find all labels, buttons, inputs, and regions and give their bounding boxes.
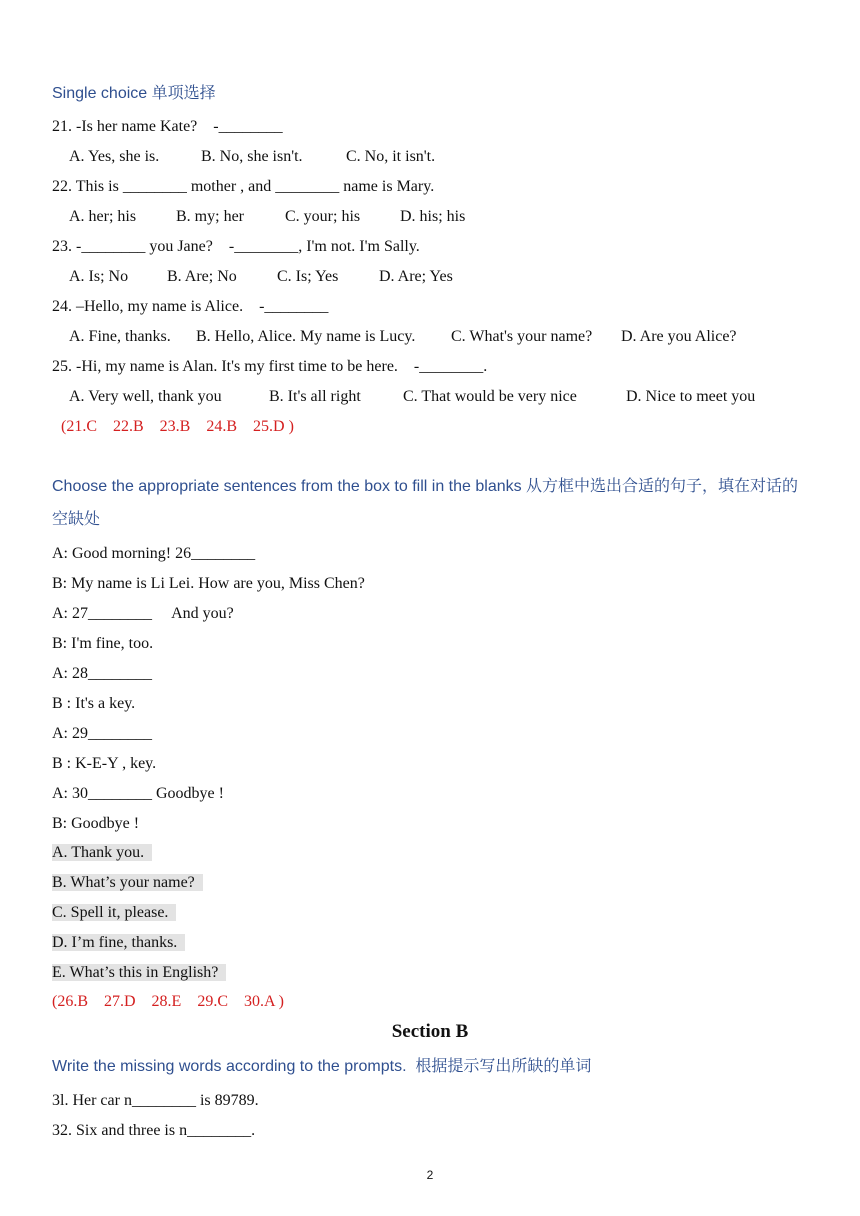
question-32: 32. Six and three is n________. — [52, 1122, 256, 1139]
option-21c: C. No, it isn't. — [346, 148, 436, 165]
box-option: C. Spell it, please. — [52, 904, 176, 921]
option-23a: A. Is; No — [69, 268, 129, 285]
option-22c: C. your; his — [285, 208, 361, 225]
option-25b: B. It's all right — [269, 388, 361, 405]
box-option: B. What’s your name? — [52, 874, 203, 891]
dialogue-line: A: 30________ Goodbye ! — [52, 785, 224, 802]
page-number: 2 — [426, 1168, 434, 1182]
option-25a: A. Very well, thank you — [69, 388, 222, 405]
section-b-instruction: Write the missing words according to the prompts. 根据提示写出所缺的单词 — [52, 1058, 592, 1075]
question-22: 22. This is ________ mother , and ________ name is Mary. — [52, 178, 435, 195]
option-23d: D. Are; Yes — [379, 268, 453, 285]
dialogue-heading-line2: 空缺处 — [52, 511, 101, 528]
box-option: E. What’s this in English? — [52, 964, 226, 981]
option-25c: C. That would be very nice — [403, 388, 577, 405]
question-25: 25. -Hi, my name is Alan. It's my first time to be here. -________. — [52, 358, 488, 375]
option-24a: A. Fine, thanks. — [69, 328, 171, 345]
option-24b: B. Hello, Alice. My name is Lucy. — [196, 328, 416, 345]
section-b-title: Section B — [391, 1021, 469, 1042]
question-21: 21. -Is her name Kate? -________ — [52, 118, 283, 135]
dialogue-line: B: I'm fine, too. — [52, 635, 154, 652]
dialogue-line: A: 28________ — [52, 665, 152, 682]
option-23b: B. Are; No — [167, 268, 237, 285]
option-23c: C. Is; Yes — [277, 268, 339, 285]
dialogue-line: B : K-E-Y , key. — [52, 755, 157, 772]
option-22d: D. his; his — [400, 208, 466, 225]
question-31: 3l. Her car n________ is 89789. — [52, 1092, 259, 1109]
option-21a: A. Yes, she is. — [69, 148, 160, 165]
option-22a: A. her; his — [69, 208, 137, 225]
dialogue-line: B : It's a key. — [52, 695, 136, 712]
answer-key-26-30: (26.B 27.D 28.E 29.C 30.A ) — [52, 993, 284, 1010]
single-choice-heading: Single choice 单项选择 — [52, 85, 216, 102]
option-25d: D. Nice to meet you — [626, 388, 756, 405]
dialogue-line: B: Goodbye ! — [52, 815, 140, 832]
question-23: 23. -________ you Jane? -________, I'm not. I'm Sally. — [52, 238, 420, 255]
option-24d: D. Are you Alice? — [621, 328, 737, 345]
box-option: A. Thank you. — [52, 844, 152, 861]
answer-key-21-25: (21.C 22.B 23.B 24.B 25.D ) — [61, 418, 294, 435]
dialogue-line: A: 29________ — [52, 725, 152, 742]
question-24: 24. –Hello, my name is Alice. -________ — [52, 298, 329, 315]
option-21b: B. No, she isn't. — [201, 148, 303, 165]
dialogue-heading-line1: Choose the appropriate sentences from the box to fill in the blanks 从方框中选出合适的句子，填在对话的 — [52, 478, 799, 495]
dialogue-line: A: Good morning! 26________ — [52, 545, 256, 562]
dialogue-line: B: My name is Li Lei. How are you, Miss Chen? — [52, 575, 365, 592]
box-option: D. I’m fine, thanks. — [52, 934, 185, 951]
dialogue-line: A: 27________ And you? — [52, 605, 234, 622]
option-22b: B. my; her — [176, 208, 244, 225]
option-24c: C. What's your name? — [451, 328, 593, 345]
